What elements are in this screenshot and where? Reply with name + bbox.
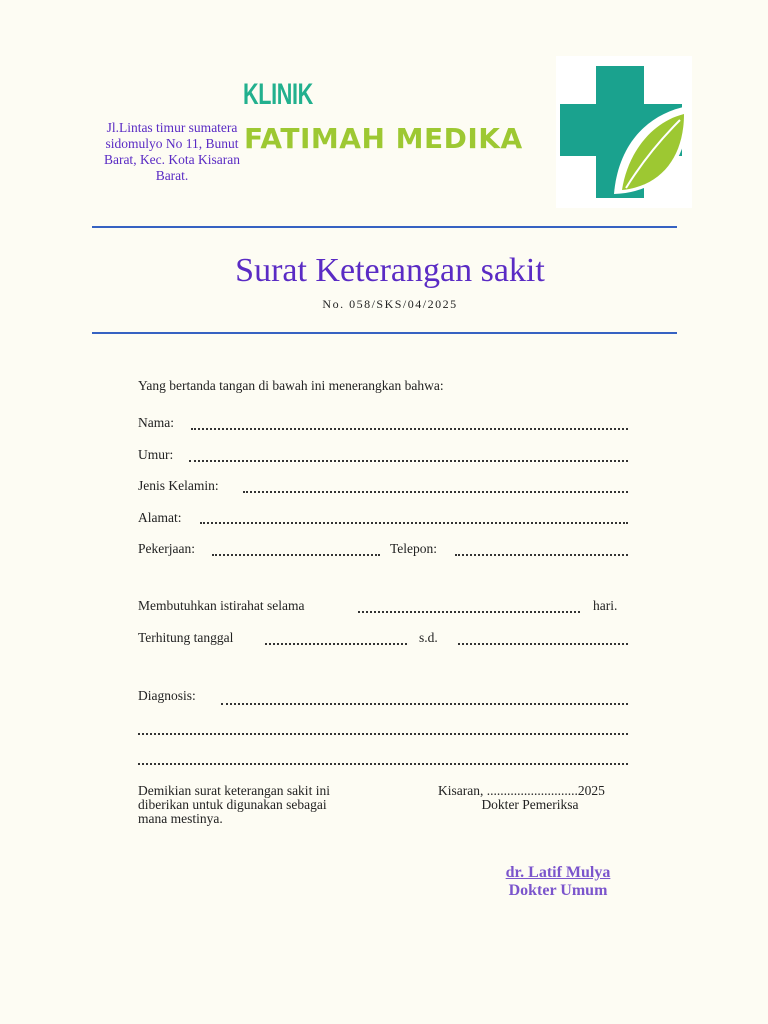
diagnosis-label: Diagnosis: (138, 688, 196, 703)
occupation-label: Pekerjaan: (138, 541, 195, 556)
closing-statement: Demikian surat keterangan sakit ini diberikan untuk digunakan sebagai mana mestinya. (138, 783, 330, 826)
name-field-line[interactable] (191, 428, 628, 430)
doctor-name: dr. Latif Mulya (505, 864, 611, 881)
medical-cross-leaf-logo-icon (556, 56, 692, 208)
doctor-role: Dokter Umum (508, 882, 608, 899)
date-field[interactable]: ........................... (486, 783, 578, 798)
document-number: No. 058/SKS/04/2025 (322, 297, 458, 311)
gender-label: Jenis Kelamin: (138, 478, 219, 493)
from-date-label: Terhitung tanggal (138, 630, 234, 645)
phone-label: Telepon: (390, 541, 438, 556)
diagnosis-field-line-3[interactable] (138, 763, 628, 765)
header-divider-top (92, 226, 677, 228)
gender-field-line[interactable] (243, 491, 628, 493)
clinic-prefix: KLINIK (243, 78, 313, 111)
diagnosis-field-line-2[interactable] (138, 733, 628, 735)
occupation-field-line[interactable] (212, 554, 380, 556)
rest-label: Membutuhkan istirahat selama (138, 598, 305, 613)
year-label: 2025 (577, 783, 605, 798)
header-divider-bottom (92, 332, 677, 334)
phone-field-line[interactable] (455, 554, 628, 556)
diagnosis-field-line-1[interactable] (221, 703, 628, 705)
address-label: Alamat: (138, 510, 182, 525)
name-label: Nama: (138, 415, 174, 430)
from-date-field-line[interactable] (265, 643, 407, 645)
until-label: s.d. (419, 630, 438, 645)
place-date-line (438, 784, 605, 798)
examiner-label: Dokter Pemeriksa (481, 797, 579, 812)
address-field-line[interactable] (200, 522, 628, 524)
until-date-field-line[interactable] (458, 643, 628, 645)
rest-days-field-line[interactable] (358, 611, 580, 613)
place-label: Kisaran, (438, 783, 484, 798)
intro-text: Yang bertanda tangan di bawah ini menerangkan bahwa: (138, 378, 444, 393)
age-field-line[interactable] (189, 460, 628, 462)
document-title: Surat Keterangan sakit (235, 252, 545, 289)
clinic-address: Jl.Lintas timur sumatera sidomulyo No 11, Bunut Barat, Kec. Kota Kisaran Barat. (103, 120, 241, 183)
age-label: Umur: (138, 447, 174, 462)
clinic-name: FATIMAH MEDIKA (244, 122, 523, 155)
rest-unit-label: hari. (593, 598, 618, 613)
